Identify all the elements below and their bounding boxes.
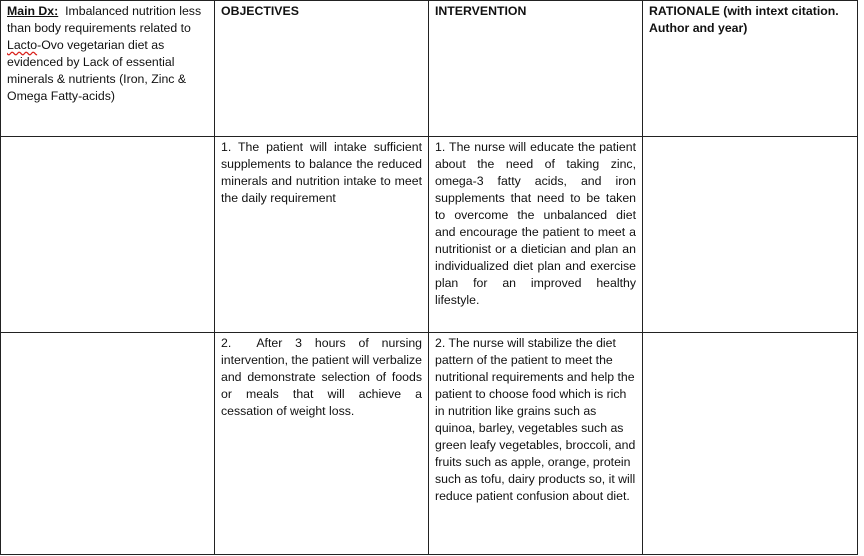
rationale-cell xyxy=(643,137,858,333)
main-dx-label: Main Dx: xyxy=(7,4,59,18)
row-dx-cell xyxy=(1,137,215,333)
rationale-header: RATIONALE (with intext citation. Author and year) xyxy=(643,1,858,137)
objective-cell: 1. The patient will intake sufficient supplements to balance the reduced minerals and nutrition intake to meet the daily requirement xyxy=(215,137,429,333)
objective-cell: 2. After 3 hours of nursing intervention, the patient will verbalize and demonstrate selection of foods or meals that will achieve a cessation of weight loss. xyxy=(215,333,429,555)
table-row xyxy=(1,137,858,333)
header-row xyxy=(1,1,858,137)
main-dx-text-part2: -Ovo vegetarian diet as evidenced by Lack of essential minerals & nutrients (Iron, Zinc & Omega Fatty-acids) xyxy=(7,38,187,103)
main-dx-lacto-word: Lacto xyxy=(7,38,38,52)
intervention-cell: 1. The nurse will educate the patient about the need of taking zinc, omega-3 fatty acids, and iron supplements that need to be taken to overcome the unbalanced diet and encourage the patient to meet a nutritionist or a dietician and plan an individualized diet plan and exercise plan for an improved healthy lifestyle. xyxy=(429,137,643,333)
main-dx-text-part1: Imbalanced nutrition less than body requirements related to xyxy=(7,4,205,35)
rationale-cell xyxy=(643,333,858,555)
intervention-cell: 2. The nurse will stabilize the diet pattern of the patient to meet the nutritional requirements and help the patient to choose food which is rich in nutrition like grains such as quinoa, barley, vegetables such as green leafy vegetables, broccoli, and fruits such as apple, orange, protein such as tofu, dairy products so, it will reduce patient confusion about diet. xyxy=(429,333,643,555)
row-dx-cell xyxy=(1,333,215,555)
table-row xyxy=(1,333,858,555)
intervention-header: INTERVENTION xyxy=(429,1,643,137)
objectives-header: OBJECTIVES xyxy=(215,1,429,137)
main-dx-cell xyxy=(1,1,215,137)
